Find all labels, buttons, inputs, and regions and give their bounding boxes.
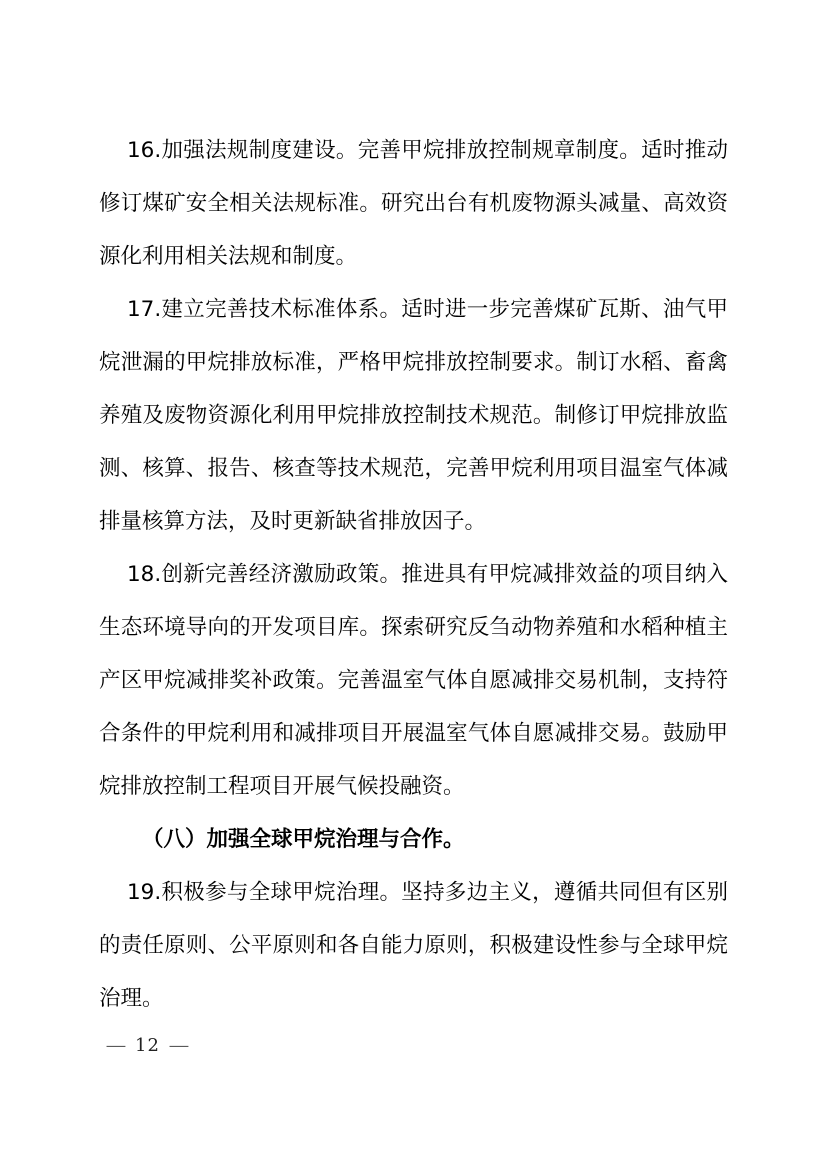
footer-dash-left: —: [105, 1034, 127, 1056]
page-footer: [107, 1033, 188, 1057]
footer-dash-right: —: [168, 1034, 190, 1056]
paragraph-17: 17.建立完善技术标准体系。适时进一步完善煤矿瓦斯、油气甲烷泄漏的甲烷排放标准，严格甲烷排放控制要求。制订水稻、畜禽养殖及废物资源化利用甲烷排放控制技术规范。制修订甲烷排放监测、核算、报告、核查等技术规范，完善甲烷利用项目温室气体减排量核算方法，及时更新缺省排放因子。: [99, 297, 728, 534]
page-number: 12: [135, 1034, 160, 1056]
paragraph-19: 19.积极参与全球甲烷治理。坚持多边主义，遵循共同但有区别的责任原则、公平原则和各自能力原则，积极建设性参与全球甲烷治理。: [99, 880, 728, 1011]
paragraph-18: 18.创新完善经济激励政策。推进具有甲烷减排效益的项目纳入生态环境导向的开发项目库。探索研究反刍动物养殖和水稻种植主产区甲烷减排奖补政策。完善温室气体自愿减排交易机制，支持符合条件的甲烷利用和减排项目开展温室气体自愿减排交易。鼓励甲烷排放控制工程项目开展气候投融资。: [99, 562, 728, 799]
paragraph-16: 16.加强法规制度建设。完善甲烷排放控制规章制度。适时推动修订煤矿安全相关法规标准。研究出台有机废物源头减量、高效资源化利用相关法规和制度。: [99, 138, 728, 269]
document-body: [99, 124, 728, 1025]
section-heading-viii: （八）加强全球甲烷治理与合作。: [142, 827, 465, 852]
